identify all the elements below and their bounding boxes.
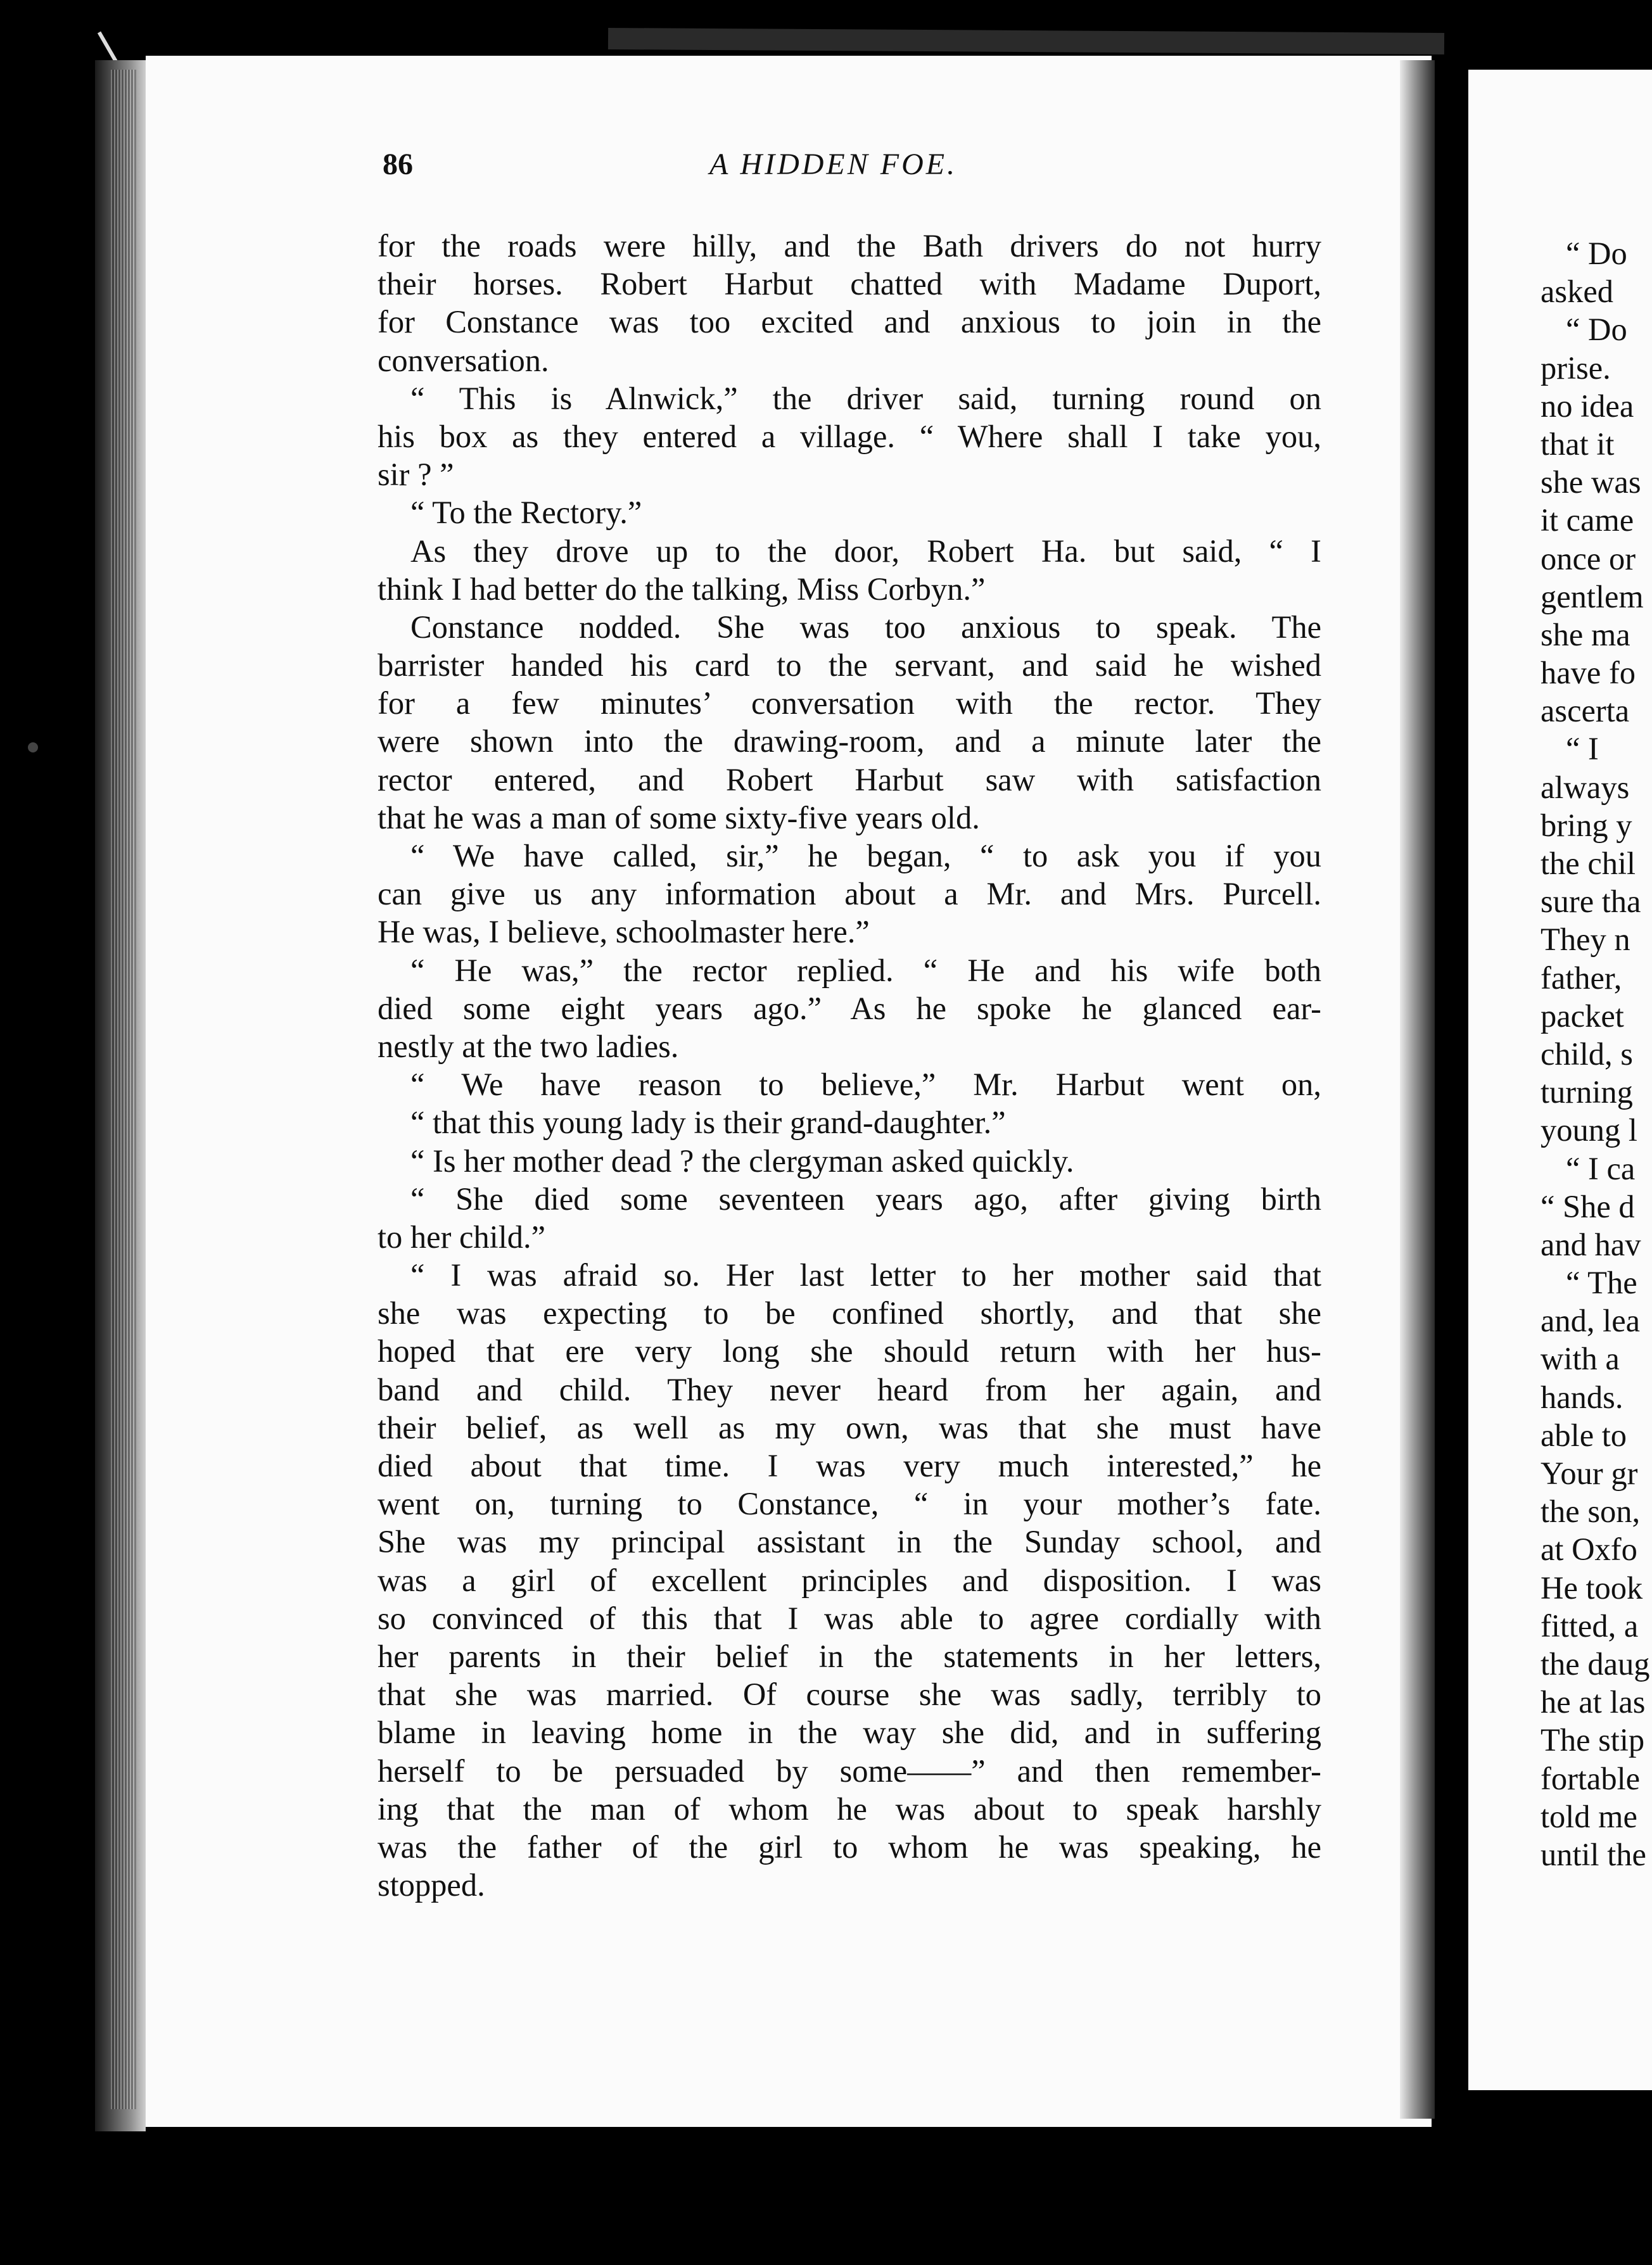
text-line: their horses. Robert Harbut chatted with Madame Duport,	[378, 266, 1321, 302]
text-line: died some eight years ago.” As he spoke he glanced ear-	[378, 990, 1321, 1026]
text-line: her parents in their belief in the statements in her letters,	[378, 1638, 1321, 1674]
main-text-column	[378, 227, 1321, 1904]
text-line: “ He was,” the rector replied. “ He and his wife both	[410, 952, 1321, 988]
text-line: Constance nodded. She was too anxious to speak. The	[410, 609, 1321, 645]
facing-text-line: packet	[1541, 998, 1624, 1034]
text-line: herself to be persuaded by some——” and then remember-	[378, 1753, 1321, 1789]
facing-text-line: with a	[1541, 1341, 1620, 1377]
text-line: hoped that ere very long she should return with her hus-	[378, 1333, 1321, 1369]
text-line: “ To the Rectory.”	[410, 495, 642, 531]
text-line: so convinced of this that I was able to agree cordially with	[378, 1600, 1321, 1636]
text-line: went on, turning to Constance, “ in your mother’s fate.	[378, 1486, 1321, 1522]
facing-text-line: child, s	[1541, 1036, 1633, 1072]
running-title: A HIDDEN FOE.	[709, 148, 958, 181]
facing-text-line: hands.	[1541, 1379, 1623, 1415]
facing-text-line: “ I ca	[1566, 1150, 1636, 1186]
facing-text-line: fitted, a	[1541, 1608, 1639, 1644]
text-line: for the roads were hilly, and the Bath drivers do not hurry	[378, 228, 1321, 263]
facing-text-line: prise.	[1541, 350, 1611, 386]
facing-text-line: the daug	[1541, 1646, 1650, 1682]
text-line: were shown into the drawing-room, and a minute later the	[378, 723, 1321, 759]
facing-text-line: ascerta	[1541, 693, 1630, 729]
text-line: sir ? ”	[378, 457, 454, 493]
text-line: “ She died some seventeen years ago, after giving birth	[410, 1181, 1321, 1217]
text-line: blame in leaving home in the way she did, and in suffering	[378, 1715, 1321, 1751]
facing-text-line: asked	[1541, 274, 1613, 310]
page-stack-lines	[111, 70, 136, 2109]
facing-text-line: and hav	[1541, 1226, 1641, 1262]
facing-text-line: the chil	[1541, 846, 1636, 881]
facing-text-line: “ I	[1566, 731, 1599, 767]
text-line: can give us any information about a Mr. and Mrs. Purcell.	[378, 876, 1321, 912]
text-line: “ We have reason to believe,” Mr. Harbut went on,	[410, 1067, 1321, 1103]
text-line: “ Is her mother dead ? the clergyman asked quickly.	[410, 1143, 1074, 1179]
text-line: that she was married. Of course she was sadly, terribly to	[378, 1677, 1321, 1713]
text-line: He was, I believe, schoolmaster here.”	[378, 914, 870, 950]
facing-text-line: no idea	[1541, 388, 1634, 424]
text-line: died about that time. I was very much interested,” he	[378, 1448, 1321, 1483]
facing-text-line: told me	[1541, 1798, 1637, 1834]
facing-text-line: that it	[1541, 426, 1615, 462]
text-line: she was expecting to be confined shortly, and that she	[378, 1295, 1321, 1331]
facing-text-line: until the	[1541, 1836, 1646, 1872]
facing-text-line: gentlem	[1541, 578, 1644, 614]
facing-text-line: have fo	[1541, 655, 1636, 691]
facing-text-line: The stip	[1541, 1722, 1645, 1758]
facing-text-line: fortable	[1541, 1760, 1641, 1796]
facing-text-line: sure tha	[1541, 884, 1641, 920]
text-line: “ We have called, sir,” he began, “ to ask you if you	[410, 838, 1321, 873]
facing-text-line: father,	[1541, 960, 1622, 996]
text-line: rector entered, and Robert Harbut saw with satisfaction	[378, 761, 1321, 797]
facing-text-line: at Oxfo	[1541, 1532, 1637, 1568]
facing-text-line: always	[1541, 769, 1630, 805]
margin-mark	[28, 742, 38, 752]
facing-text-line: bring y	[1541, 807, 1632, 843]
spine-shadow	[1400, 60, 1435, 2119]
facing-text-line: she ma	[1541, 616, 1630, 652]
facing-text-line: it came	[1541, 502, 1634, 538]
text-line: was a girl of excellent principles and disposition. I was	[378, 1562, 1321, 1598]
text-line: She was my principal assistant in the Sunday school, and	[378, 1524, 1321, 1560]
facing-text-line: the son,	[1541, 1494, 1641, 1530]
text-line: for Constance was too excited and anxious to join in the	[378, 304, 1321, 340]
text-line: for a few minutes’ conversation with the rector. They	[378, 685, 1321, 721]
text-line: think I had better do the talking, Miss Corbyn.”	[378, 571, 986, 607]
facing-text-line: He took	[1541, 1570, 1643, 1606]
text-line: ing that the man of whom he was about to speak harshly	[378, 1791, 1321, 1827]
facing-text-line: she was	[1541, 464, 1641, 500]
text-line: stopped.	[378, 1867, 485, 1903]
text-line: nestly at the two ladies.	[378, 1028, 679, 1064]
text-line: his box as they entered a village. “ Where shall I take you,	[378, 418, 1321, 454]
facing-text-line: “ She d	[1541, 1188, 1635, 1224]
text-line: was the father of the girl to whom he was speaking, he	[378, 1829, 1321, 1865]
text-line: to her child.”	[378, 1219, 546, 1255]
text-line: barrister handed his card to the servant, and said he wished	[378, 647, 1321, 683]
facing-text-line: turning	[1541, 1074, 1633, 1110]
facing-text-line: “ Do	[1566, 312, 1627, 348]
facing-text-line: They n	[1541, 922, 1630, 958]
facing-text-line: he at las	[1541, 1684, 1646, 1720]
text-line: that he was a man of some sixty-five years old.	[378, 799, 980, 835]
facing-page-text-column	[1541, 234, 1652, 1874]
text-line: As they drove up to the door, Robert Ha. but said, “ I	[410, 533, 1321, 569]
facing-text-line: once or	[1541, 540, 1636, 576]
facing-text-line: “ The	[1566, 1265, 1637, 1301]
text-line: “ This is Alnwick,” the driver said, turning round on	[410, 380, 1321, 416]
facing-text-line: Your gr	[1541, 1456, 1638, 1491]
facing-text-line: and, lea	[1541, 1303, 1641, 1339]
facing-text-line: able to	[1541, 1417, 1627, 1453]
text-line: their belief, as well as my own, was that she must have	[378, 1409, 1321, 1445]
page-edge-top	[608, 28, 1444, 54]
text-line: conversation.	[378, 342, 549, 378]
text-line: band and child. They never heard from her again, and	[378, 1371, 1321, 1407]
facing-text-line: “ Do	[1566, 236, 1627, 271]
text-line: “ I was afraid so. Her last letter to her mother said that	[410, 1257, 1321, 1293]
facing-text-line: young l	[1541, 1112, 1637, 1148]
text-line: “ that this young lady is their grand-daughter.”	[410, 1105, 1006, 1141]
page-number: 86	[383, 148, 413, 181]
